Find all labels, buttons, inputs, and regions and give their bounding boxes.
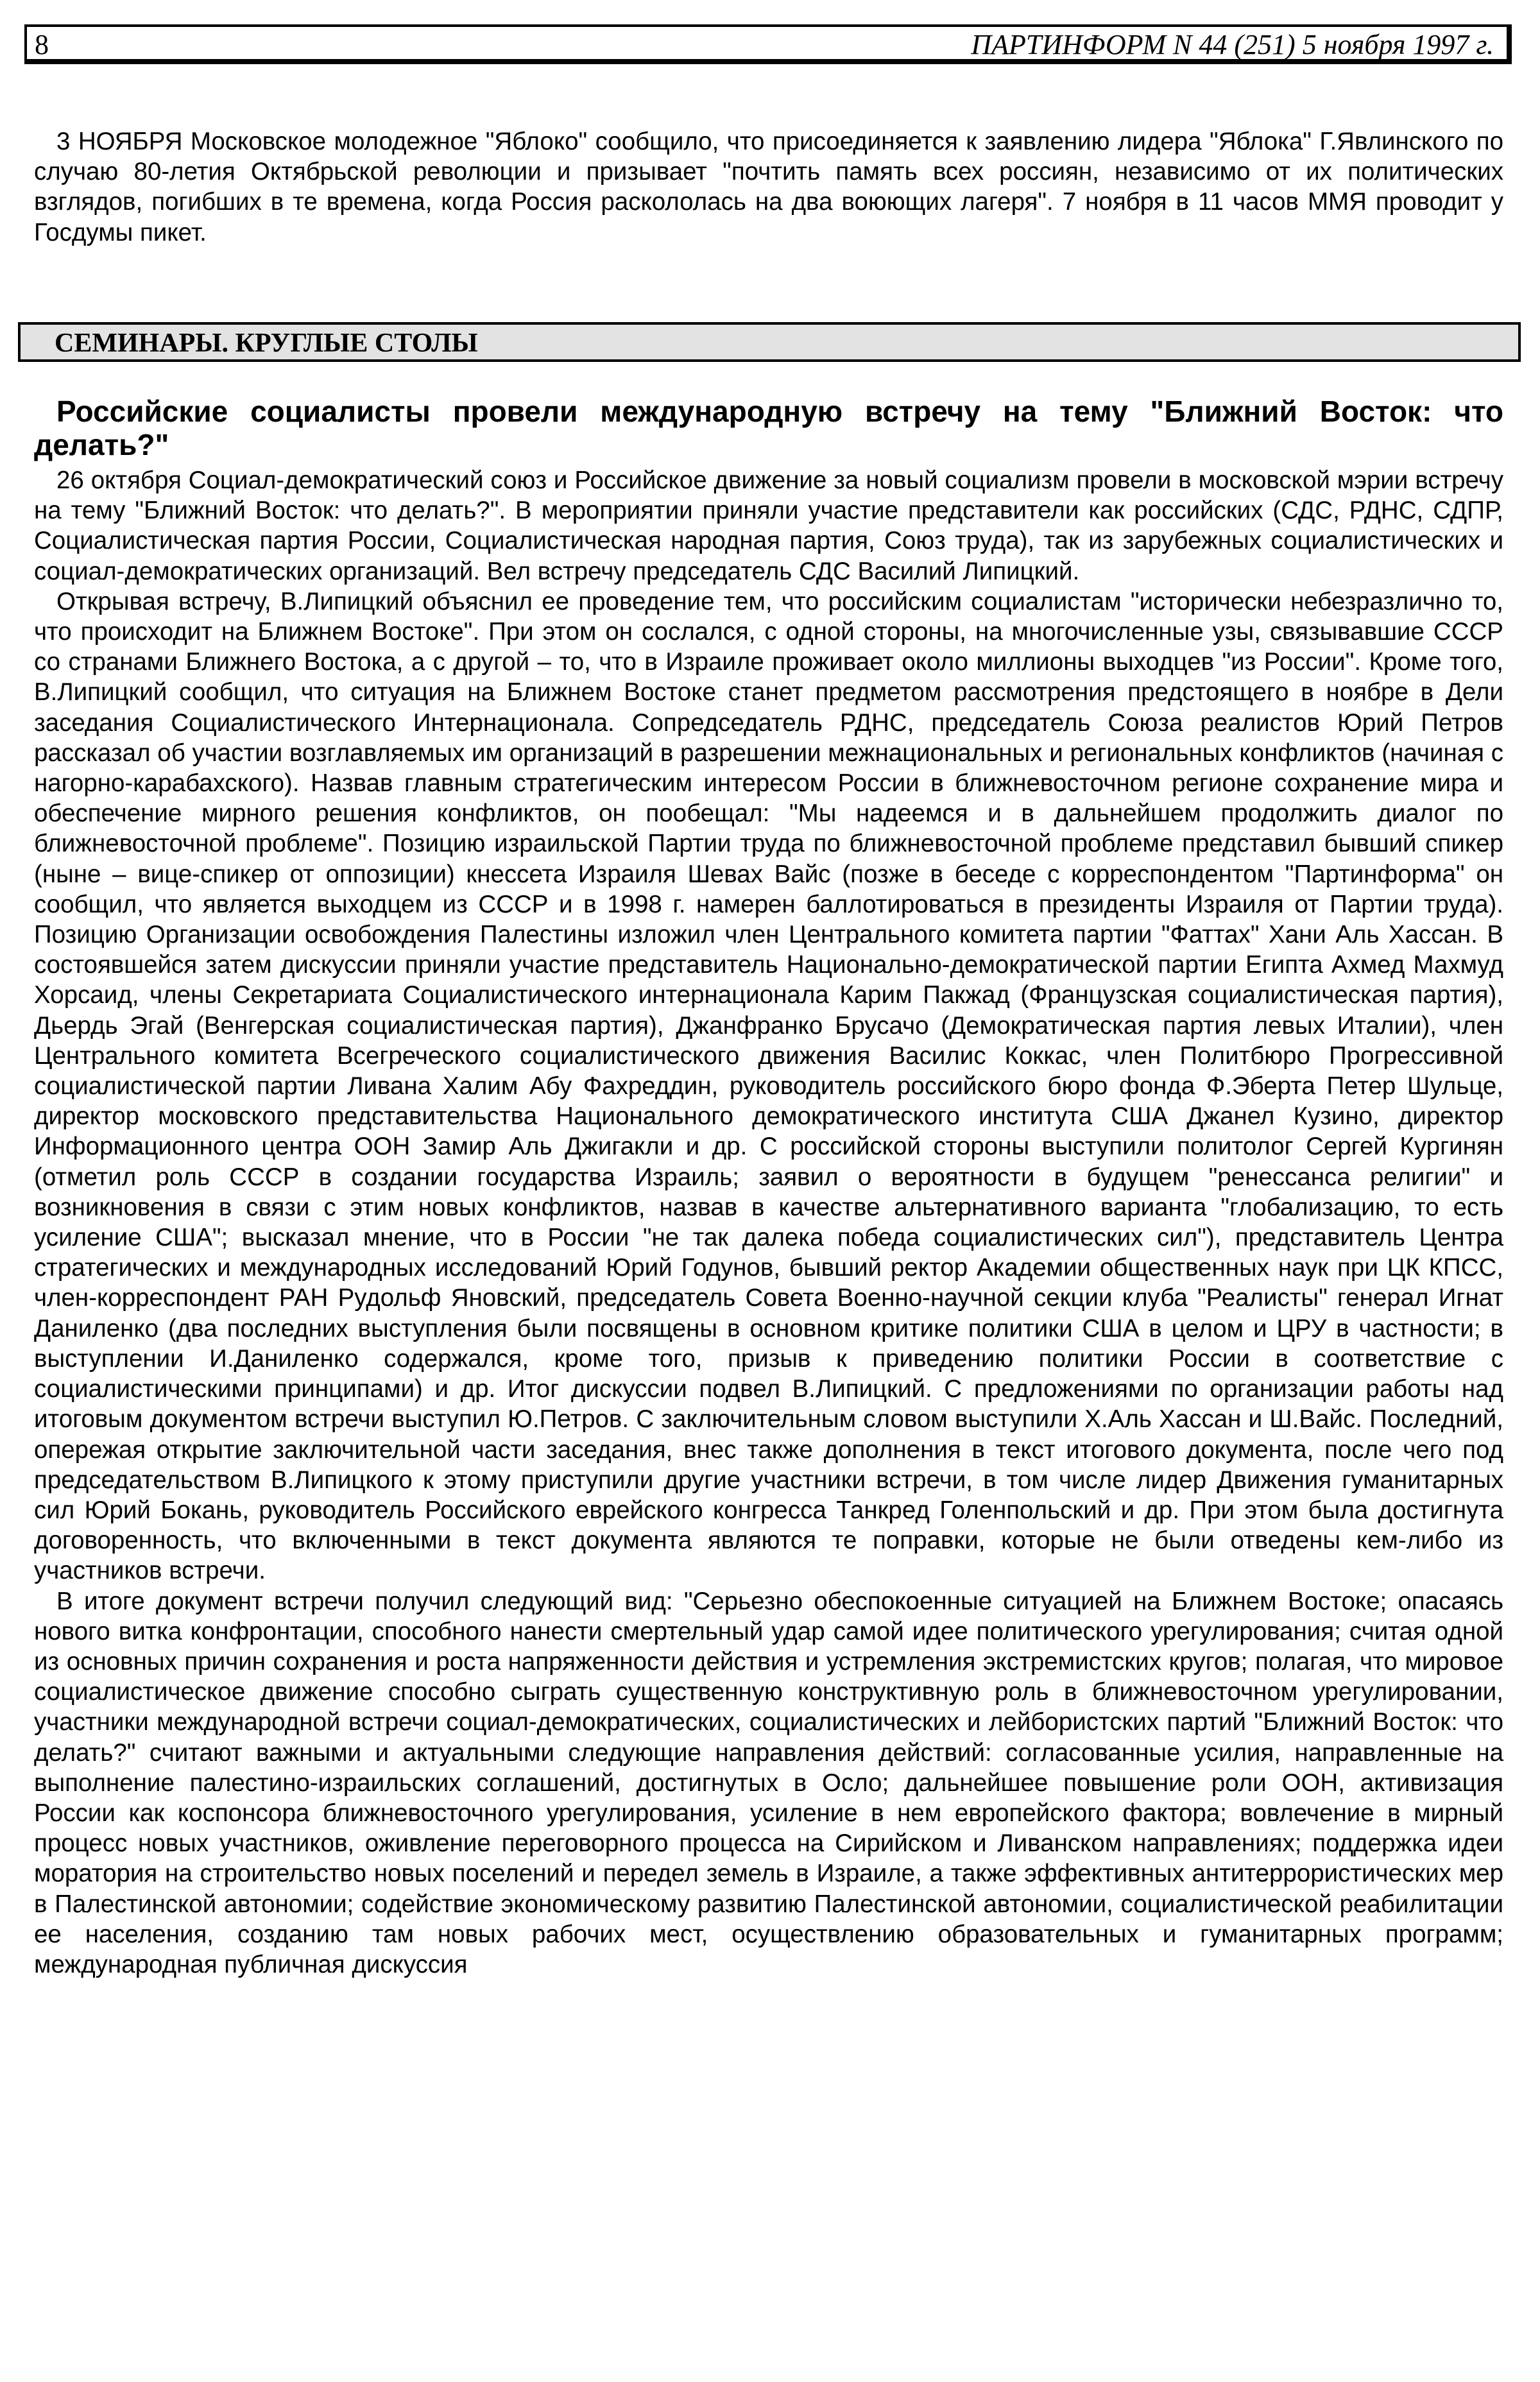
article-paragraph-2: Открывая встречу, В.Липицкий объяснил ее проведение тем, что российским социалистам "исторически небезразлично то, что происходит на Ближнем Востоке". При этом он сослался, с одной стороны, на многочисленные узы, связывавшие СССР со странами Ближнего Востока, а с другой – то, что в Израиле проживает около миллионы выходцев "из России". Кроме того, В.Липицкий сообщил, что ситуация на Ближнем Востоке станет предметом рассмотрения предстоящего в ноябре в Дели заседания Социалистического Интернационала. Сопредседатель РДНС, председатель Союза реалистов Юрий Петров рассказал об участии возглавляемых им организаций в разрешении межнациональных и региональных конфликтов (начиная с нагорно-карабахского). Назвав главным стратегическим интересом России в ближневосточном регионе сохранение мира и обеспечение мирного решения конфликтов, он пообещал: "Мы надеемся и в дальнейшем продолжить диалог по ближневосточной проблеме". Позицию израильской Партии труда по ближневосточной проблеме представил бывший спикер (ныне – вице-спикер от оппозиции) кнессета Израиля Шевах Вайс (позже в беседе с корреспондентом "Партинформа" он сообщил, что является выходцем из СССР и в 1998 г. намерен баллотироваться в президенты Израиля от Партии труда). Позицию Организации освобождения Палестины изложил член Центрального комитета партии "Фаттах" Хани Аль Хассан. В состоявшейся затем дискуссии приняли участие представитель Национально-демократической партии Египта Ахмед Махмуд Хорсаид, члены Секретариата Социалистического интернационала Карим Пакжад (Французская социалистическая партия), Дьердь Эгай (Венгерская социалистическая партия), Джанфранко Брусачо (Демократическая партия левых Италии), член Центрального комитета Всегреческого социалистического движения Василис Коккас, член Политбюро Прогрессивной социалистической партии Ливана Халим Абу Фахреддин, руководитель российского бюро фонда Ф.Эберта Петер Шульце, директор московского представительства Национального демократического института США Джанел Кузино, директор Информационного центра ООН Замир Аль Джигакли и др. С российской стороны выступили политолог Сергей Кургинян (отметил роль СССР в создании государства Израиль; заявил о вероятности в будущем "ренессанса религии" и возникновения в связи с этим новых конфликтов, назвав в качестве альтернативного варианта "глобализацию, то есть усиление США"; высказал мнение, что в России "не так далека победа социалистических сил"), представитель Центра стратегических и международных исследований Юрий Годунов, бывший ректор Академии общественных наук при ЦК КПСС, член-корреспондент РАН Рудольф Яновский, председатель Совета Военно-научной секции клуба "Реалисты" генерал Игнат Даниленко (два последних выступления были посвящены в основном критике политики США в целом и ЦРУ в частности; в выступлении И.Даниленко содержался, кроме того, призыв к приведению политики России в соответствие с социалистическими принципами) и др. Итог дискуссии подвел В.Липицкий. С предложениями по организации работы над итоговым документом встречи выступил Ю.Петров. С заключительным словом выступили Х.Аль Хассан и Ш.Вайс. Последний, опережая открытие заключительной части заседания, внес также дополнения в текст итогового документа, после чего под председательством В.Липицкого к этому приступили другие участники встречи, в том числе лидер Движения гуманитарных сил Юрий Бокань, руководитель Российского еврейского конгресса Танкред Голенпольский и др. При этом была достигнута договоренность, что включенными в текст документа являются те поправки, которые не были отведены кем-либо из участников встречи. [34,587,1503,1585]
intro-paragraph: 3 НОЯБРЯ Московское молодежное "Яблоко" сообщило, что присоединяется к заявлению лидера "Яблока" Г.Явлинского по случаю 80-летия Октябрьской революции и призывает "почтить память всех россиян, независимо от их политических взглядов, погибших в те времена, когда Россия раскололась на два воюющих лагеря". 7 ноября в 11 часов ММЯ проводит у Госдумы пикет. [34,128,1503,246]
page-header [24,24,1512,64]
article-paragraph-3: В итоге документ встречи получил следующий вид: "Серьезно обеспокоенные ситуацией на Ближнем Востоке; опасаясь нового витка конфронтации, способного нанести смертельный удар самой идее политического урегулирования; считая одной из основных причин сохранения и роста напряженности действия и устремления экстремистских кругов; полагая, что мировое социалистическое движение способно сыграть существенную конструктивную роль в ближневосточном урегулировании, участники международной встречи социал-демократических, социалистических и лейбористских партий "Ближний Восток: что делать?" считают важными и актуальными следующие направления действий: согласованные усилия, направленные на выполнение палестино-израильских соглашений, достигнутых в Осло; дальнейшее повышение роли ООН, активизация России как коспонсора ближневосточного урегулирования, усиление в нем европейского фактора; вовлечение в мирный процесс новых участников, оживление переговорного процесса на Сирийском и Ливанском направлениях; поддержка идеи моратория на строительство новых поселений и передел земель в Израиле, а также эффективных антитеррористических мер в Палестинской автономии; содействие экономическому развитию Палестинской автономии, социалистической реабилитации ее населения, созданию там новых рабочих мест, осуществлению образовательных и гуманитарных программ; международная публичная дискуссия [34,1587,1503,1978]
journal-issue-title: ПАРТИНФОРМ N 44 (251) 5 ноября 1997 г. [971,29,1494,60]
section-header [18,322,1521,362]
section-title: СЕМИНАРЫ. КРУГЛЫЕ СТОЛЫ [55,329,478,358]
article-paragraph-1: 26 октября Социал-демократический союз и Российское движение за новый социализм провели в московской мэрии встречу на тему "Ближний Восток: что делать?". В мероприятии приняли участие представители как российских (СДС, РДНС, СДПР, Социалистическая партия России, Социалистическая народная партия, Союз труда), так из зарубежных социалистических и социал-демократических организаций. Вел встречу председатель СДС Василий Липицкий. [34,467,1503,585]
page-number: 8 [35,29,49,60]
article-headline: Российские социалисты провели международную встречу на тему "Ближний Восток: что делать?" [34,395,1503,461]
article-body [34,465,1503,1980]
